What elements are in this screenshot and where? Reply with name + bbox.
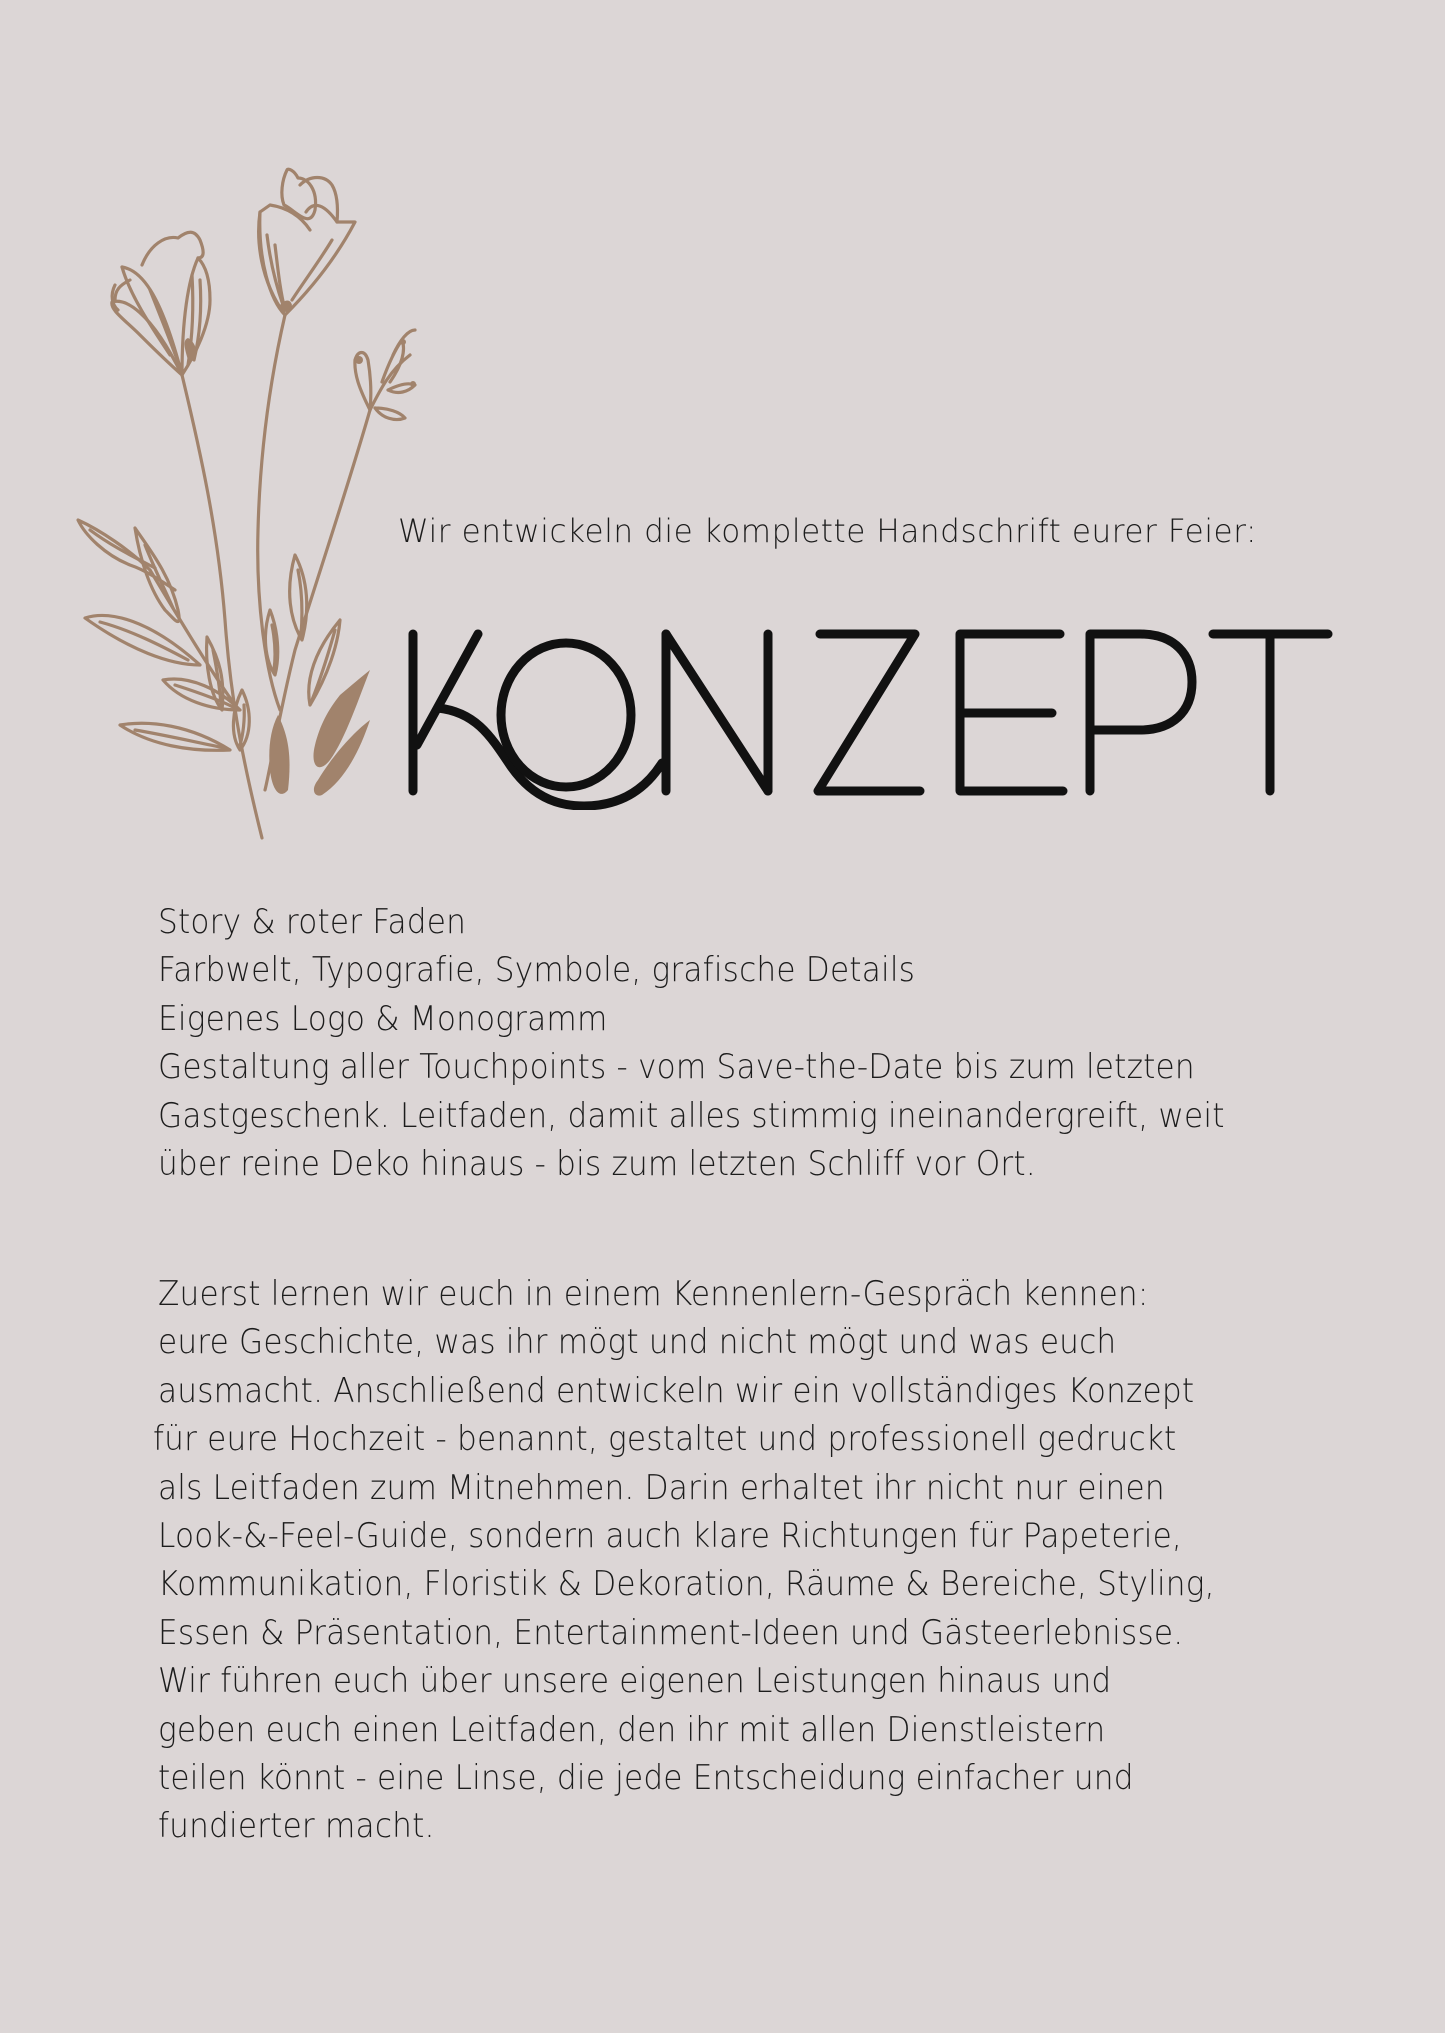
- description-line: Essen & Präsentation, Entertainment-Ideen und Gästeerlebnisse.: [158, 1612, 1184, 1652]
- subtitle: Wir entwickeln die komplette Handschrift eurer Feier:: [398, 512, 1258, 550]
- feature-line: Gastgeschenk. Leitfaden, damit alles stimmig ineinandergreift, weit: [158, 1095, 1225, 1135]
- feature-line: über reine Deko hinaus - bis zum letzten Schliff vor Ort.: [158, 1144, 1036, 1184]
- description-line: teilen könnt - eine Linse, die jede Entscheidung einfacher und: [158, 1758, 1134, 1798]
- description-line: eure Geschichte, was ihr mögt und nicht mögt und was euch: [158, 1322, 1117, 1362]
- description-line: Look-&-Feel-Guide, sondern auch klare Richtungen für Papeterie,: [158, 1516, 1183, 1556]
- features-list: [158, 898, 1305, 1188]
- feature-line: Eigenes Logo & Monogramm: [158, 998, 608, 1038]
- feature-line: Farbwelt, Typografie, Symbole, grafische Details: [158, 950, 916, 990]
- feature-line: Gestaltung aller Touchpoints - vom Save-the-Date bis zum letzten: [158, 1047, 1195, 1087]
- description-line: Wir führen euch über unsere eigenen Leistungen hinaus und: [158, 1661, 1112, 1701]
- description-line: für eure Hochzeit - benannt, gestaltet und professionell gedruckt: [153, 1419, 1177, 1459]
- description-line: fundierter macht.: [158, 1806, 435, 1846]
- description-line: Zuerst lernen wir euch in einem Kennenlern-Gespräch kennen:: [158, 1274, 1149, 1313]
- konzept-logotype-icon: [400, 620, 1340, 810]
- floral-bouquet-icon: [70, 150, 440, 840]
- description-line: als Leitfaden zum Mitnehmen. Darin erhaltet ihr nicht nur einen: [158, 1467, 1165, 1507]
- feature-line: Story & roter Faden: [158, 902, 467, 941]
- page-title: [400, 620, 1340, 810]
- description-line: ausmacht. Anschließend entwickeln wir ein vollständiges Konzept: [158, 1370, 1195, 1410]
- description-paragraph: [153, 1270, 1294, 1851]
- description-line: geben euch einen Leitfaden, den ihr mit allen Dienstleistern: [158, 1709, 1106, 1749]
- description-line: Kommunikation, Floristik & Dekoration, Räume & Bereiche, Styling,: [158, 1564, 1215, 1604]
